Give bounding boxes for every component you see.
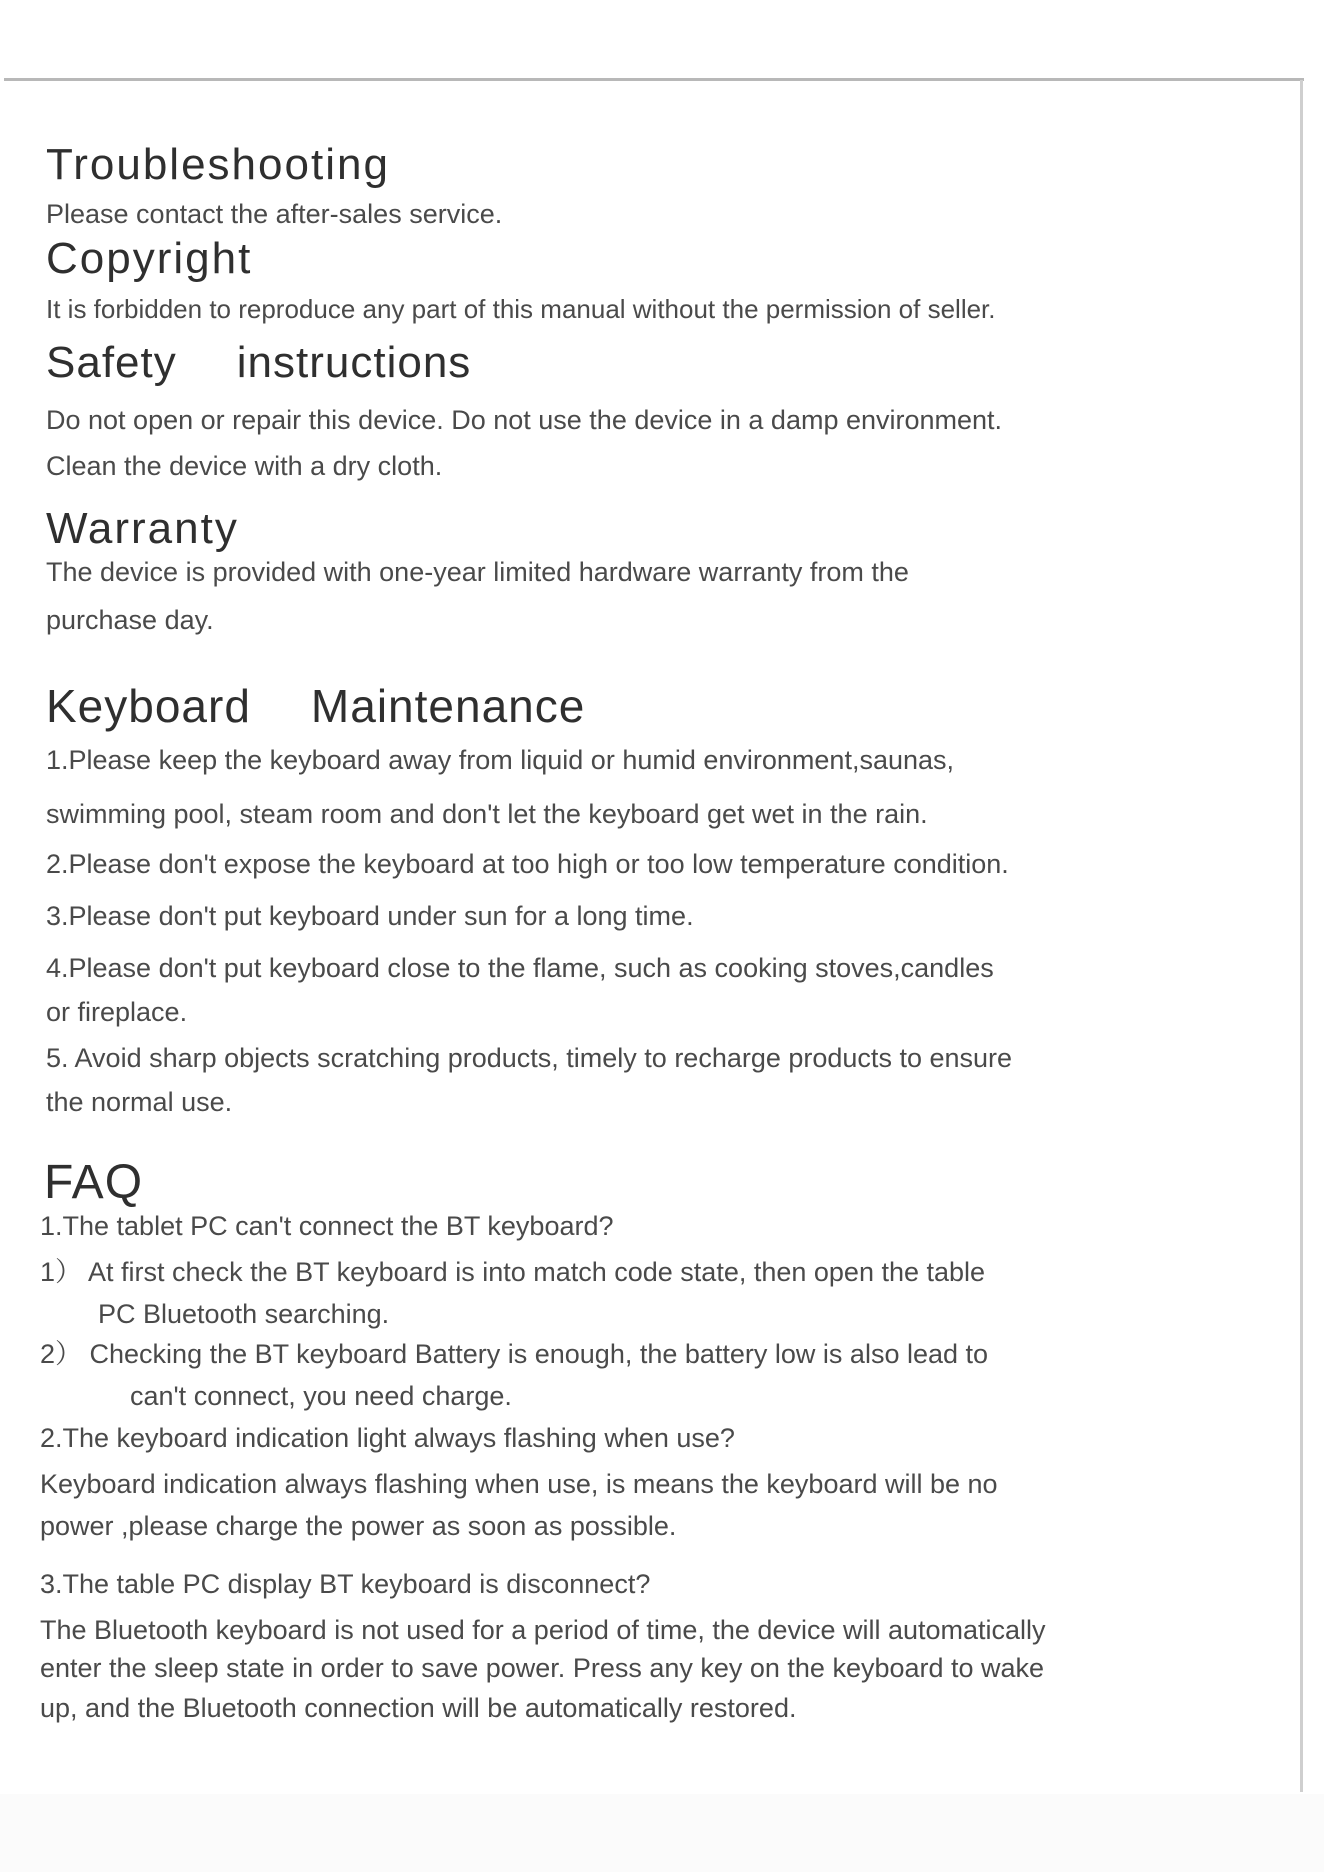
faq-question-2: 2.The keyboard indication light always flashing when use? — [40, 1423, 735, 1453]
faq-answer-1-2-line-2: can't connect, you need charge. — [130, 1381, 512, 1411]
maintenance-line-5: 4.Please don't put keyboard close to the flame, such as cooking stoves,candles — [46, 953, 994, 983]
faq-answer-1-2-line-1: 2） Checking the BT keyboard Battery is enough, the battery low is also lead to — [40, 1339, 989, 1369]
maintenance-line-1: 1.Please keep the keyboard away from liquid or humid environment,saunas, — [46, 745, 955, 775]
maintenance-line-8: the normal use. — [46, 1087, 233, 1117]
right-divider — [1300, 80, 1303, 1792]
troubleshooting-heading: Troubleshooting — [46, 140, 390, 189]
faq-question-1: 1.The tablet PC can't connect the BT keyboard? — [40, 1211, 614, 1241]
keyboard-maintenance-heading-part2: Maintenance — [310, 680, 586, 732]
safety-line-2: Clean the device with a dry cloth. — [46, 451, 443, 481]
faq-answer-3-line-3: up, and the Bluetooth connection will be automatically restored. — [40, 1693, 797, 1723]
faq-heading: FAQ — [44, 1156, 144, 1209]
maintenance-line-7: 5. Avoid sharp objects scratching products, timely to recharge products to ensure — [46, 1043, 1013, 1073]
warranty-heading: Warranty — [46, 504, 239, 553]
keyboard-maintenance-heading-part1: Keyboard — [46, 680, 251, 732]
maintenance-line-3: 2.Please don't expose the keyboard at too high or too low temperature condition. — [46, 849, 1009, 879]
safety-heading-part1: Safety — [46, 338, 177, 387]
warranty-line-1: The device is provided with one-year limited hardware warranty from the — [46, 557, 909, 587]
faq-answer-2-line-2: power ,please charge the power as soon as possible. — [40, 1511, 677, 1541]
maintenance-line-2: swimming pool, steam room and don't let the keyboard get wet in the rain. — [46, 799, 928, 829]
faq-answer-3-line-2: enter the sleep state in order to save power. Press any key on the keyboard to wake — [40, 1653, 1045, 1683]
warranty-line-2: purchase day. — [46, 605, 214, 635]
faq-answer-1-1-line-2: PC Bluetooth searching. — [98, 1299, 390, 1329]
faq-question-3: 3.The table PC display BT keyboard is disconnect? — [40, 1569, 651, 1599]
safety-heading-part2: instructions — [236, 338, 472, 387]
troubleshooting-text: Please contact the after-sales service. — [46, 199, 503, 229]
safety-line-1: Do not open or repair this device. Do not use the device in a damp environment. — [46, 405, 1003, 435]
faq-answer-2-line-1: Keyboard indication always flashing when use, is means the keyboard will be no — [40, 1469, 998, 1499]
copyright-heading: Copyright — [46, 234, 253, 283]
maintenance-line-4: 3.Please don't put keyboard under sun for a long time. — [46, 901, 694, 931]
faq-answer-3-line-1: The Bluetooth keyboard is not used for a period of time, the device will automatically — [40, 1615, 1046, 1645]
page-bottom — [0, 1794, 1324, 1872]
keyboard-maintenance-heading — [46, 680, 585, 732]
copyright-text: It is forbidden to reproduce any part of this manual without the permission of seller. — [46, 294, 996, 324]
faq-answer-1-1-line-1: 1） At first check the BT keyboard is into match code state, then open the table — [40, 1257, 986, 1287]
safety-heading — [46, 338, 471, 388]
maintenance-line-6: or fireplace. — [46, 997, 188, 1027]
top-divider — [4, 78, 1304, 81]
